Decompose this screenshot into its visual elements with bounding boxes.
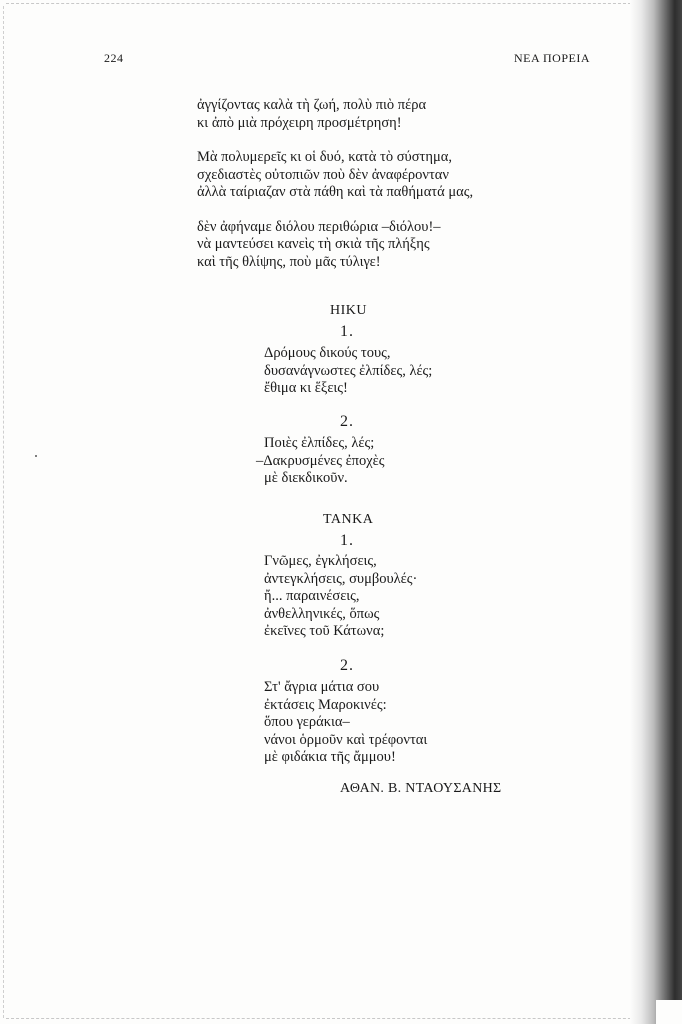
poem-line: Δρόμους δικούς τους, <box>264 345 391 361</box>
scan-edge-top <box>6 3 631 4</box>
intro-stanza-3 <box>197 219 473 272</box>
poem-line: σχεδιαστὲς οὐτοπιῶν ποὺ δὲν ἀναφέρονταν <box>197 166 449 183</box>
tanka-2 <box>264 679 427 767</box>
scan-edge-left <box>3 6 4 1018</box>
page-number: 224 <box>104 51 124 65</box>
scan-edge-bottom <box>6 1018 656 1019</box>
poem-line: ἐκεῖνες τοῦ Κάτωνα; <box>264 623 385 639</box>
poem-line: ἀνθελληνικές, ὅπως <box>264 605 380 622</box>
poem-line: ἀλλὰ ταίριαζαν στὰ πάθη καὶ τὰ παθήματά μας, <box>197 184 474 200</box>
poem-line: ἐκτάσεις Μαροκινές: <box>264 696 387 713</box>
haiku-1 <box>264 345 432 398</box>
poem-line: δὲν ἀφήναμε διόλου περιθώρια –διόλου!– <box>197 218 441 235</box>
poem-line: κι ἀπὸ μιὰ πρόχειρη προσμέτρηση! <box>197 114 402 131</box>
poem-line: –Δακρυσμένες ἐποχὲς <box>256 452 385 469</box>
haiku-1-number: 1. <box>340 323 354 340</box>
poem-line: ὅπου γεράκια– <box>264 714 350 730</box>
poem-line: ἀγγίζοντας καλὰ τὴ ζωή, πολὺ πιὸ πέρα <box>197 97 427 113</box>
tanka-1 <box>264 553 417 641</box>
tanka-1-number: 1. <box>340 532 354 549</box>
poem-line: μὲ φιδάκια τῆς ἄμμου! <box>264 749 396 765</box>
intro-stanza-1 <box>197 97 473 132</box>
poem-line: μὲ διεκδικοῦν. <box>264 470 348 486</box>
poem-line: νὰ μαντεύσει κανεὶς τὴ σκιὰ τῆς πλήξης <box>197 236 430 252</box>
intro-stanza-2 <box>197 149 473 202</box>
haiku-2-number: 2. <box>340 413 354 430</box>
poem-line: νάνοι ὁρμοῦν καὶ τρέφονται <box>264 731 428 748</box>
poem-line: καὶ τῆς θλίψης, ποὺ μᾶς τύλιγε! <box>197 253 381 270</box>
poem-line: ἀντεγκλήσεις, συμβουλές· <box>264 570 418 587</box>
poem-line: Ποιὲς ἐλπίδες, λές; <box>264 435 375 451</box>
binding-shadow <box>630 0 682 1024</box>
poem-line: Μὰ πολυμερεῖς κι οἱ δυό, κατὰ τὸ σύστημα, <box>197 149 452 165</box>
running-title: ΝΕΑ ΠΟΡΕΙΑ <box>514 51 590 65</box>
poem-line: δυσανάγνωστες ἐλπίδες, λές; <box>264 362 433 379</box>
tanka-2-number: 2. <box>340 657 354 674</box>
poem-line: ἔθιμα κι ἕξεις! <box>264 380 348 396</box>
scan-speck <box>35 455 37 457</box>
author-signature: ΑΘΑΝ. Β. ΝΤΑΟΥΣΑΝΗΣ <box>340 781 502 796</box>
poem-line: ἤ... παραινέσεις, <box>264 588 360 604</box>
poem-line: Στ' ἄγρια μάτια σου <box>264 679 380 695</box>
haiku-2 <box>256 435 385 488</box>
binding-gap <box>656 1000 682 1024</box>
poem-line: Γνῶμες, ἐγκλήσεις, <box>264 553 377 569</box>
intro-poem <box>197 97 473 288</box>
tanka-title: ΤΑΝΚΑ <box>323 512 374 527</box>
haiku-title: ΗΙΚU <box>330 303 367 318</box>
